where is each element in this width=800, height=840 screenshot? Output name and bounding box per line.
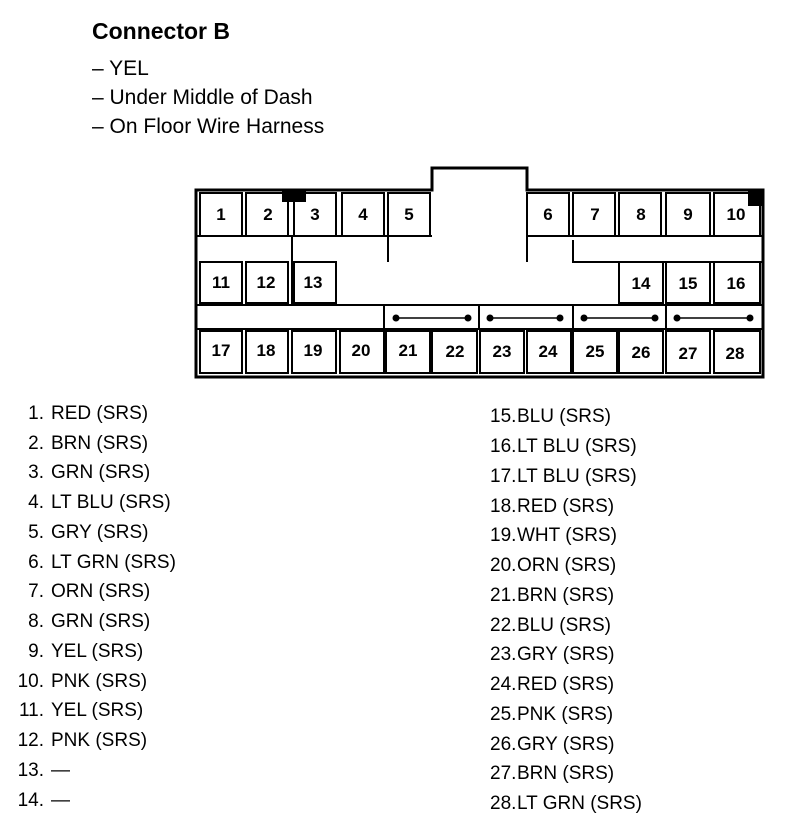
pin-label-2: 2	[263, 205, 273, 224]
pin-number: 21.	[490, 585, 517, 606]
key-mark-left	[282, 190, 306, 202]
pinout-row-16	[490, 436, 637, 458]
pin-label-20: 20	[351, 341, 371, 360]
pin-number: 18.	[490, 496, 517, 517]
wire-color: PNK (SRS)	[51, 671, 148, 692]
pinout-row-27	[490, 763, 614, 785]
pin-label-19: 19	[303, 341, 323, 360]
pin-number: 23.	[490, 644, 517, 665]
detail-color: – YEL	[92, 57, 149, 80]
pin-label-8: 8	[636, 205, 646, 224]
pin-number: 5.	[28, 522, 44, 543]
pinout-row-26	[490, 734, 615, 756]
pin-label-3: 3	[310, 205, 320, 224]
pin-number: 11.	[18, 700, 44, 721]
pinout-row-3	[0, 462, 150, 484]
wire-color: RED (SRS)	[51, 403, 149, 424]
pin-number: 6.	[28, 552, 44, 573]
wire-color: YEL (SRS)	[51, 700, 144, 721]
pinout-row-1	[0, 403, 148, 425]
pinout-row-25	[490, 704, 613, 726]
wire-color: GRY (SRS)	[517, 734, 615, 755]
wire-color: GRY (SRS)	[51, 522, 149, 543]
pinout-row-6	[0, 552, 176, 574]
wire-color: GRN (SRS)	[51, 462, 151, 483]
pinout-row-8	[0, 611, 150, 633]
wire-color: GRY (SRS)	[517, 644, 615, 665]
connector-title: Connector B	[92, 18, 230, 44]
wire-color: BLU (SRS)	[517, 615, 611, 636]
pin-number: 20.	[490, 555, 517, 576]
pin-number: 3.	[28, 462, 44, 483]
wire-color: PNK (SRS)	[51, 730, 148, 751]
pin-number: 17.	[490, 466, 517, 487]
pin-number: 14.	[17, 790, 44, 811]
pin-label-5: 5	[404, 205, 414, 224]
pin-label-24: 24	[538, 342, 558, 361]
wire-color: ORN (SRS)	[517, 555, 617, 576]
pin-label-6: 6	[543, 205, 553, 224]
pinout-row-13	[0, 760, 70, 782]
pin-label-11: 11	[212, 273, 230, 292]
pinout-row-19	[490, 525, 617, 547]
pinout-row-23	[490, 644, 615, 666]
wire-color: ORN (SRS)	[51, 581, 151, 602]
pinout-row-20	[490, 555, 616, 577]
pin-label-21: 21	[398, 341, 418, 360]
pinout-row-18	[490, 496, 614, 518]
pinout-row-9	[0, 641, 143, 663]
pin-number: 2.	[28, 433, 44, 454]
pinout-row-17	[490, 466, 637, 488]
wire-color: LT BLU (SRS)	[517, 436, 637, 457]
pin-number: 9.	[28, 641, 44, 662]
wire-color: WHT (SRS)	[517, 525, 617, 546]
pin-label-28: 28	[725, 344, 745, 363]
detail-location: – Under Middle of Dash	[92, 86, 313, 109]
wire-color: LT GRN (SRS)	[51, 552, 176, 573]
wire-color: BRN (SRS)	[51, 433, 149, 454]
wire-color: LT GRN (SRS)	[517, 793, 642, 814]
pinout-row-5	[0, 522, 149, 544]
pin-number: 28.	[490, 793, 517, 814]
pin-number: 22.	[490, 615, 517, 636]
wire-color: LT BLU (SRS)	[517, 466, 637, 487]
pin-number: 8.	[28, 611, 44, 632]
pinout-row-15	[490, 406, 611, 428]
pin-label-23: 23	[492, 342, 512, 361]
pin-number: 25.	[490, 704, 517, 725]
pin-number: 7.	[28, 581, 44, 602]
pin-label-4: 4	[358, 205, 368, 224]
pin-number: 15.	[490, 406, 517, 427]
wire-color: BRN (SRS)	[517, 763, 615, 784]
pin-label-13: 13	[303, 273, 323, 292]
pin-label-27: 27	[678, 344, 698, 363]
pin-label-25: 25	[585, 342, 605, 361]
pin-label-9: 9	[683, 205, 693, 224]
detail-harness: – On Floor Wire Harness	[92, 115, 325, 138]
wire-color: BRN (SRS)	[517, 585, 615, 606]
pinout-row-14	[0, 790, 70, 812]
pinout-row-24	[490, 674, 614, 696]
pin-label-26: 26	[631, 343, 651, 362]
wire-color: GRN (SRS)	[51, 611, 151, 632]
pin-number: 26.	[490, 734, 517, 755]
wire-color: PNK (SRS)	[517, 704, 614, 725]
pinout-row-2	[0, 433, 148, 455]
pinout-row-28	[490, 793, 642, 815]
pinout-row-22	[490, 615, 611, 637]
wire-color: RED (SRS)	[517, 496, 615, 517]
pin-label-18: 18	[256, 341, 276, 360]
pin-label-15: 15	[678, 274, 698, 293]
wire-color: —	[51, 760, 70, 781]
pinout-row-7	[0, 581, 150, 603]
pinout-row-21	[490, 585, 614, 607]
pin-label-12: 12	[256, 273, 276, 292]
pin-number: 27.	[490, 763, 517, 784]
pin-label-14: 14	[631, 274, 651, 293]
pin-number: 12.	[17, 730, 44, 751]
pin-label-22: 22	[445, 342, 465, 361]
pin-label-1: 1	[216, 205, 226, 224]
wire-color: —	[51, 790, 70, 811]
pin-label-7: 7	[590, 205, 600, 224]
pin-number: 10.	[17, 671, 44, 692]
wire-color: YEL (SRS)	[51, 641, 144, 662]
pin-number: 19.	[490, 525, 517, 546]
pin-number: 13.	[17, 760, 44, 781]
pin-label-10: 10	[726, 205, 746, 224]
pinout-row-10	[0, 671, 147, 693]
pinout-row-11	[0, 700, 143, 722]
pin-number: 1.	[28, 403, 44, 424]
pin-label-17: 17	[211, 341, 231, 360]
key-mark-right	[748, 190, 763, 206]
wire-color: BLU (SRS)	[517, 406, 611, 427]
pin-label-16: 16	[726, 274, 746, 293]
pinout-row-12	[0, 730, 147, 752]
wire-color: RED (SRS)	[517, 674, 615, 695]
wire-color: LT BLU (SRS)	[51, 492, 171, 513]
pinout-row-4	[0, 492, 171, 514]
pin-number: 24.	[490, 674, 517, 695]
pin-number: 16.	[490, 436, 517, 457]
pin-number: 4.	[28, 492, 44, 513]
